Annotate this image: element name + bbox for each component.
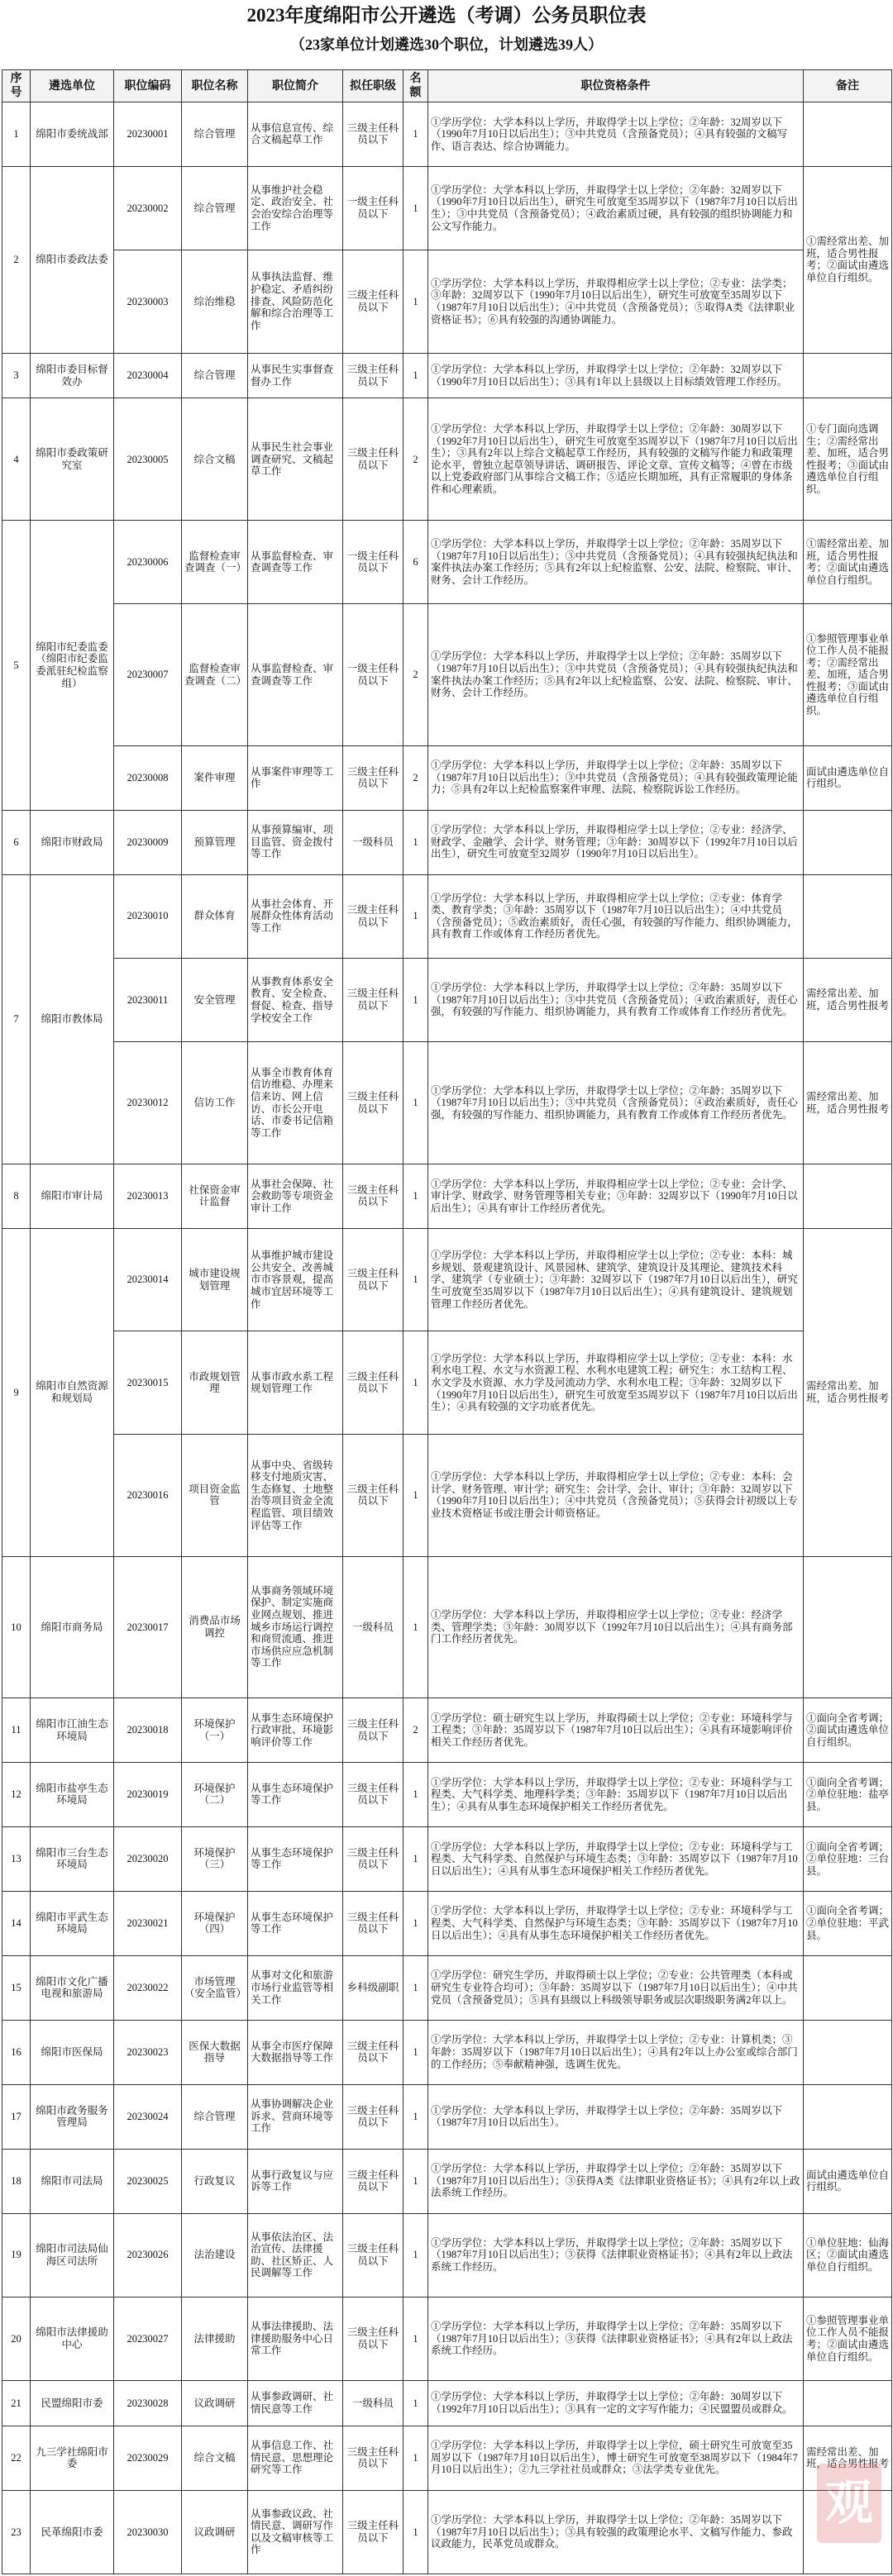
cell-qual: ①学历学位：大学本科以上学历，并取得学士以上学位；②年龄：35周岁以下（1987年7月10日以后出生）；③中共党员（含预备党员）；④政治素质好，责任心强，有较强的写作能力、组织协调能力，具有教育工作或体育工作经历者优先。 bbox=[428, 958, 804, 1041]
cell-unit: 绵阳市江油生态环境局 bbox=[31, 1698, 114, 1763]
cell-note: ①面向全省考调；②单位驻地：盐亭县。 bbox=[804, 1763, 892, 1827]
cell-note: ①需经常出差、加班，适合男性报考；②面试由遴选单位自行组织。 bbox=[804, 166, 892, 353]
cell-name: 市场管理（安全监管） bbox=[182, 1955, 248, 2020]
cell-note: ①参照管理事业单位工作人员不能报考；②面试由遴选单位自行组织。 bbox=[804, 2297, 892, 2380]
cell-unit: 绵阳市平武生态环境局 bbox=[31, 1891, 114, 1955]
cell-intro: 从事全市医疗保障大数据指导等工作 bbox=[248, 2020, 343, 2084]
cell-level: 三级主任科员以下 bbox=[343, 1826, 404, 1891]
cell-note: ①需经常出差、加班，适合男性报考；②面试由遴选单位自行组织。 bbox=[804, 521, 892, 604]
cell-name: 综合管理 bbox=[182, 353, 248, 398]
cell-intro: 从事案件审理等工作 bbox=[248, 745, 343, 810]
cell-unit: 绵阳市委政法委 bbox=[31, 166, 114, 353]
table-row bbox=[2, 1556, 892, 1697]
cell-seq: 2 bbox=[2, 166, 31, 353]
table-row bbox=[2, 1042, 892, 1164]
cell-code: 20230013 bbox=[114, 1164, 182, 1228]
cell-intro: 从事监督检查、审查调查等工作 bbox=[248, 604, 343, 745]
cell-name: 议政调研 bbox=[182, 2490, 248, 2574]
cell-quota: 1 bbox=[404, 1228, 428, 1331]
cell-name: 综合管理 bbox=[182, 102, 248, 167]
cell-level: 三级主任科员以下 bbox=[343, 1042, 404, 1164]
cell-quota: 1 bbox=[404, 874, 428, 958]
cell-unit: 绵阳市财政局 bbox=[31, 810, 114, 874]
cell-unit: 绵阳市自然资源和规划局 bbox=[31, 1228, 114, 1556]
cell-name: 综合管理 bbox=[182, 166, 248, 250]
table-header-row bbox=[2, 70, 892, 102]
cell-quota: 1 bbox=[404, 102, 428, 167]
cell-intro: 从事参政调研、社情民意等工作 bbox=[248, 2381, 343, 2426]
cell-note: ①面向全省考调；②单位驻地：平武县。 bbox=[804, 1891, 892, 1955]
cell-qual: ①学历学位：大学本科以上学历，并取得学士以上学位；②专业：环境科学与工程类、大气科学类、自然保护与环境生态类；③年龄：35周岁以下（1987年7月10日以后出生）；④具有从事生态环境保护相关工作经历者优先。 bbox=[428, 1826, 804, 1891]
cell-code: 20230009 bbox=[114, 810, 182, 874]
table-row bbox=[2, 521, 892, 604]
cell-quota: 1 bbox=[404, 1042, 428, 1164]
table-row bbox=[2, 745, 892, 810]
cell-level: 三级主任科员以下 bbox=[343, 2490, 404, 2574]
cell-intro: 从事执法监督、维护稳定、矛盾纠纷排查、风险防范化解和综合治理等工作 bbox=[248, 250, 343, 354]
column-header-qual: 职位资格条件 bbox=[428, 70, 804, 102]
cell-note: 面试由遴选单位自行组织。 bbox=[804, 2149, 892, 2213]
cell-intro: 从事生态环境保护等工作 bbox=[248, 1891, 343, 1955]
cell-intro: 从事信息工作、社情民意、思想理论研究等工作 bbox=[248, 2426, 343, 2490]
cell-code: 20230023 bbox=[114, 2020, 182, 2084]
positions-table bbox=[2, 69, 892, 2574]
cell-intro: 从事生态环境保护行政审批、环境影响评价等工作 bbox=[248, 1698, 343, 1763]
cell-quota: 1 bbox=[404, 353, 428, 398]
cell-note bbox=[804, 2084, 892, 2149]
cell-level: 乡科级副职 bbox=[343, 1955, 404, 2020]
table-row bbox=[2, 2426, 892, 2490]
cell-code: 20230016 bbox=[114, 1435, 182, 1557]
cell-level: 三级主任科员以下 bbox=[343, 745, 404, 810]
cell-unit: 绵阳市委目标督效办 bbox=[31, 353, 114, 398]
cell-qual: ①学历学位：硕士研究生以上学历，并取得硕士以上学位；②专业：环境科学与工程类；③年龄：35周岁以下（1987年7月10日以后出生）；④具有环境影响评价相关工作经历者优先。 bbox=[428, 1698, 804, 1763]
cell-unit: 绵阳市委统战部 bbox=[31, 102, 114, 167]
cell-code: 20230005 bbox=[114, 398, 182, 521]
cell-quota: 1 bbox=[404, 250, 428, 354]
cell-level: 三级主任科员以下 bbox=[343, 1228, 404, 1331]
cell-note bbox=[804, 1556, 892, 1697]
cell-note: ①面向全省考调；②单位驻地：三台县。 bbox=[804, 1826, 892, 1891]
cell-level: 一级主任科员以下 bbox=[343, 604, 404, 745]
table-row bbox=[2, 1763, 892, 1827]
cell-level: 三级主任科员以下 bbox=[343, 398, 404, 521]
cell-code: 20230025 bbox=[114, 2149, 182, 2213]
table-row bbox=[2, 2381, 892, 2426]
cell-note: 需经常出差、加班，适合男性报考 bbox=[804, 958, 892, 1041]
cell-seq: 7 bbox=[2, 874, 31, 1164]
cell-name: 议政调研 bbox=[182, 2381, 248, 2426]
cell-quota: 1 bbox=[404, 958, 428, 1041]
cell-note bbox=[804, 102, 892, 167]
cell-name: 城市建设规划管理 bbox=[182, 1228, 248, 1331]
cell-code: 20230003 bbox=[114, 250, 182, 354]
cell-code: 20230020 bbox=[114, 1826, 182, 1891]
cell-unit: 绵阳市文化广播电视和旅游局 bbox=[31, 1955, 114, 2020]
cell-intro: 从事市政水系工程规划管理工作 bbox=[248, 1331, 343, 1435]
table-row bbox=[2, 102, 892, 167]
cell-level: 三级主任科员以下 bbox=[343, 102, 404, 167]
cell-qual: ①学历学位：大学本科以上学历，并取得学士以上学位；②年龄：35周岁以下（1987年7月10日以后出生）；③获得《法律职业资格证书》；④具有2年以上政法系统工作经历。 bbox=[428, 2213, 804, 2297]
cell-intro: 从事社会体育、开展群众性体育活动等工作 bbox=[248, 874, 343, 958]
cell-intro: 从事参政议政、社情民意、调研写作以及文稿审核等工作 bbox=[248, 2490, 343, 2574]
cell-level: 三级主任科员以下 bbox=[343, 1891, 404, 1955]
cell-name: 环境保护（二） bbox=[182, 1763, 248, 1827]
column-header-seq: 序号 bbox=[2, 70, 31, 102]
cell-quota: 1 bbox=[404, 1435, 428, 1557]
cell-level: 三级主任科员以下 bbox=[343, 2020, 404, 2084]
cell-name: 安全管理 bbox=[182, 958, 248, 1041]
cell-name: 案件审理 bbox=[182, 745, 248, 810]
cell-qual: ①学历学位：大学本科以上学历，并取得相应学士以上学位；②专业：会计学、审计学、财政学、财务管理等相关专业；③年龄：32周岁以下（1990年7月10日以后出生）；④具有审计工作经历者优先。 bbox=[428, 1164, 804, 1228]
cell-seq: 5 bbox=[2, 521, 31, 810]
cell-name: 监督检查审查调查（一） bbox=[182, 521, 248, 604]
cell-intro: 从事监督检查、审查调查等工作 bbox=[248, 521, 343, 604]
cell-intro: 从事协调解决企业诉求、营商环境等工作 bbox=[248, 2084, 343, 2149]
cell-unit: 绵阳市商务局 bbox=[31, 1556, 114, 1697]
table-row bbox=[2, 604, 892, 745]
cell-seq: 3 bbox=[2, 353, 31, 398]
cell-name: 市政规划管理 bbox=[182, 1331, 248, 1435]
table-row bbox=[2, 353, 892, 398]
column-header-intro: 职位简介 bbox=[248, 70, 343, 102]
cell-level: 三级主任科员以下 bbox=[343, 1435, 404, 1557]
cell-quota: 1 bbox=[404, 2020, 428, 2084]
cell-unit: 九三学社绵阳市委 bbox=[31, 2426, 114, 2490]
cell-level: 一级科员 bbox=[343, 1556, 404, 1697]
cell-seq: 17 bbox=[2, 2084, 31, 2149]
cell-name: 环境保护（一） bbox=[182, 1698, 248, 1763]
cell-intro: 从事预算编审、项目监管、资金拨付等工作 bbox=[248, 810, 343, 874]
cell-qual: ①学历学位：大学本科以上学历，并取得学士以上学位；②年龄：32周岁以下（1990年7月10日以后出生）；③中共党员（含预备党员）；④具有较强的文稿写作、语言表达、综合协调能力。 bbox=[428, 102, 804, 167]
cell-intro: 从事全市教育体育信访维稳、办理来信来访、网上信访、市长公开电话、市委书记信箱等工作 bbox=[248, 1042, 343, 1164]
table-row bbox=[2, 2490, 892, 2574]
cell-quota: 1 bbox=[404, 2084, 428, 2149]
cell-seq: 13 bbox=[2, 1826, 31, 1891]
column-header-quota: 名额 bbox=[404, 70, 428, 102]
cell-qual: ①学历学位：大学本科以上学历，并取得学士以上学位；②年龄：32周岁以下（1990年7月10日以后出生），研究生可放宽至35周岁以下（1987年7月10日以后出生）；③中共党员（含预备党员）；④政治素质过硬，具有较强的组织协调能力和公文写作能力。 bbox=[428, 166, 804, 250]
cell-unit: 绵阳市司法局仙海区司法所 bbox=[31, 2213, 114, 2297]
cell-intro: 从事中央、省级转移支付地质灾害、生态修复、土地整治等项目资金全流程监管、项目绩效评估等工作 bbox=[248, 1435, 343, 1557]
cell-intro: 从事生态环境保护等工作 bbox=[248, 1826, 343, 1891]
cell-code: 20230001 bbox=[114, 102, 182, 167]
cell-qual: ①学历学位：大学本科以上学历，并取得学士以上学位；②年龄：30周岁以下（1992年7月10日以后出生）；③具有一定的文字写作能力；④民盟盟员或群众。 bbox=[428, 2381, 804, 2426]
cell-code: 20230018 bbox=[114, 1698, 182, 1763]
cell-note: 需经常出差、加班，适合男性报考 bbox=[804, 1228, 892, 1556]
table-body bbox=[2, 102, 892, 2574]
cell-seq: 23 bbox=[2, 2490, 31, 2574]
cell-note: 需经常出差、加班，适合男性报考 bbox=[804, 2426, 892, 2490]
cell-unit: 绵阳市教体局 bbox=[31, 874, 114, 1164]
cell-level: 一级主任科员以下 bbox=[343, 521, 404, 604]
cell-quota: 1 bbox=[404, 2426, 428, 2490]
cell-code: 20230027 bbox=[114, 2297, 182, 2380]
cell-seq: 15 bbox=[2, 1955, 31, 2020]
cell-seq: 18 bbox=[2, 2149, 31, 2213]
cell-intro: 从事对文化和旅游市场行业监管等相关工作 bbox=[248, 1955, 343, 2020]
cell-quota: 1 bbox=[404, 2297, 428, 2380]
cell-name: 综合管理 bbox=[182, 2084, 248, 2149]
cell-quota: 1 bbox=[404, 2381, 428, 2426]
cell-seq: 9 bbox=[2, 1228, 31, 1556]
cell-intro: 从事行政复议与应诉等工作 bbox=[248, 2149, 343, 2213]
cell-quota: 2 bbox=[404, 398, 428, 521]
cell-seq: 16 bbox=[2, 2020, 31, 2084]
cell-quota: 1 bbox=[404, 2149, 428, 2213]
table-row bbox=[2, 1228, 892, 1331]
cell-quota: 1 bbox=[404, 2213, 428, 2297]
cell-code: 20230008 bbox=[114, 745, 182, 810]
cell-seq: 20 bbox=[2, 2297, 31, 2380]
table-row bbox=[2, 1164, 892, 1228]
table-row bbox=[2, 2149, 892, 2213]
cell-intro: 从事生态环境保护等工作 bbox=[248, 1763, 343, 1827]
cell-qual: ①学历学位：大学本科以上学历，并取得相应学士以上学位；②专业：经济学类、管理学类；③年龄：30周岁以下（1992年7月10日以后出生）；④具有商务部门工作经历者优先。 bbox=[428, 1556, 804, 1697]
cell-code: 20230007 bbox=[114, 604, 182, 745]
table-row bbox=[2, 398, 892, 521]
cell-name: 项目资金监管 bbox=[182, 1435, 248, 1557]
cell-qual: ①学历学位：大学本科以上学历，并取得相应学士以上学位；②专业：本科：城乡规划、景观建筑设计、风景园林、建筑学、建筑设计及其理论、建筑技术科学、建筑学（专业硕士）；③年龄：32周岁以下（1987年7月10日以后出生），研究生可放宽至35周岁以下（1987年7月10日以后出生）；④具有建筑设计、建筑规划管理工作经历者优先。 bbox=[428, 1228, 804, 1331]
cell-intro: 从事社会保障、社会救助等专项资金审计工作 bbox=[248, 1164, 343, 1228]
cell-intro: 从事法律援助、法律援助服务中心日常工作 bbox=[248, 2297, 343, 2380]
cell-name: 监督检查审查调查（二） bbox=[182, 604, 248, 745]
cell-quota: 1 bbox=[404, 2490, 428, 2574]
cell-unit: 绵阳市三台生态环境局 bbox=[31, 1826, 114, 1891]
column-header-code: 职位编码 bbox=[114, 70, 182, 102]
cell-level: 三级主任科员以下 bbox=[343, 1164, 404, 1228]
cell-note: ①单位驻地：仙海区；②面试由遴选单位自行组织。 bbox=[804, 2213, 892, 2297]
cell-seq: 10 bbox=[2, 1556, 31, 1697]
cell-intro: 从事维护社会稳定、政治安全、社会治安综合治理等工作 bbox=[248, 166, 343, 250]
cell-qual: ①学历学位：研究生学历，并取得硕士以上学位；②专业：公共管理类（本科或研究生专业符合均可）；③年龄：35周岁以下（1987年7月10日以后出生）；④中共党员（含预备党员）；⑤具有县级以上科级领导职务或层次职级职务满2年以上。 bbox=[428, 1955, 804, 2020]
cell-name: 行政复议 bbox=[182, 2149, 248, 2213]
cell-level: 三级主任科员以下 bbox=[343, 958, 404, 1041]
table-row bbox=[2, 1698, 892, 1763]
cell-qual: ①学历学位：大学本科以上学历，并取得学士以上学位；②年龄：35周岁以下（1987年7月10日以后出生）；③具有较强的政策理论水平、文稿写作能力、参政议政能力，民革党员或群众。 bbox=[428, 2490, 804, 2574]
cell-qual: ①学历学位：大学本科以上学历，并取得学士以上学位；②专业：环境科学与工程类、大气科学类、自然保护与环境生态类；③年龄：35周岁以下（1987年7月10日以后出生）；④具有从事生态环境保护相关工作经历者优先。 bbox=[428, 1891, 804, 1955]
cell-name: 信访工作 bbox=[182, 1042, 248, 1164]
cell-seq: 21 bbox=[2, 2381, 31, 2426]
cell-intro: 从事民生实事督查督办工作 bbox=[248, 353, 343, 398]
cell-qual: ①学历学位：大学本科以上学历，并取得相应学士以上学位；②专业：经济学、财政学、金融学、会计学、财务管理；③年龄：30周岁以下（1992年7月10日以后出生），研究生可放宽至32周岁（1990年7月10日以后出生）。 bbox=[428, 810, 804, 874]
cell-qual: ①学历学位：大学本科以上学历，并取得学士以上学位；②年龄：35周岁以下（1987年7月10日以后出生）。 bbox=[428, 2084, 804, 2149]
cell-quota: 1 bbox=[404, 1826, 428, 1891]
cell-code: 20230024 bbox=[114, 2084, 182, 2149]
cell-code: 20230011 bbox=[114, 958, 182, 1041]
table-row bbox=[2, 1331, 892, 1435]
cell-quota: 1 bbox=[404, 1955, 428, 2020]
cell-note bbox=[804, 810, 892, 874]
cell-qual: ①学历学位：大学本科以上学历，并取得学士以上学位；②年龄：30周岁以下（1992年7月10日以后出生），研究生可放宽至35周岁以下（1987年7月10日以后出生）；③具有2年以上综合文稿起草工作经历，具有较强的文稿写作能力和政策理论水平，曾独立起草领导讲话、调研报告、评论文章、宣传文稿等；④曾在市级以上党委政府部门从事综合文稿工作；⑤适应长期加班，具有正常履职的身体条件和心理素质。 bbox=[428, 398, 804, 521]
cell-quota: 2 bbox=[404, 745, 428, 810]
table-row bbox=[2, 810, 892, 874]
cell-level: 三级主任科员以下 bbox=[343, 1763, 404, 1827]
cell-unit: 绵阳市司法局 bbox=[31, 2149, 114, 2213]
cell-unit: 绵阳市法律援助中心 bbox=[31, 2297, 114, 2380]
cell-quota: 1 bbox=[404, 1891, 428, 1955]
cell-name: 社保资金审计监督 bbox=[182, 1164, 248, 1228]
cell-quota: 2 bbox=[404, 604, 428, 745]
cell-quota: 6 bbox=[404, 521, 428, 604]
cell-code: 20230015 bbox=[114, 1331, 182, 1435]
cell-level: 三级主任科员以下 bbox=[343, 353, 404, 398]
cell-code: 20230017 bbox=[114, 1556, 182, 1697]
cell-seq: 8 bbox=[2, 1164, 31, 1228]
cell-name: 综合文稿 bbox=[182, 398, 248, 521]
cell-qual: ①学历学位：大学本科以上学历，并取得学士以上学位；②年龄：35周岁以下（1987年7月10日以后出生）；③中共党员（含预备党员）；④政治素质好，责任心强，有较强的写作能力、组织协调能力，具有教育工作或体育工作经历者优先。 bbox=[428, 1042, 804, 1164]
cell-code: 20230022 bbox=[114, 1955, 182, 2020]
cell-seq: 14 bbox=[2, 1891, 31, 1955]
cell-qual: ①学历学位：大学本科以上学历，并取得相应学士以上学位；②专业：体育学类、教育学类；③年龄：35周岁以下（1987年7月10日以后出生）；④中共党员（含预备党员）；⑤政治素质好，责任心强，有较强的写作能力、组织协调能力，具有教育工作或体育工作经历者优先。 bbox=[428, 874, 804, 958]
cell-level: 三级主任科员以下 bbox=[343, 1331, 404, 1435]
cell-unit: 绵阳市纪委监委（绵阳市纪委监委派驻纪检监察组） bbox=[31, 521, 114, 810]
cell-seq: 11 bbox=[2, 1698, 31, 1763]
cell-qual: ①学历学位：大学本科以上学历，并取得学士以上学位；②专业：计算机类；③年龄：35周岁以下（1987年7月10日以后出生）；④具有2年以上办公室或综合部门的工作经历；⑤奉献精神强，选调生优先。 bbox=[428, 2020, 804, 2084]
cell-level: 三级主任科员以下 bbox=[343, 2084, 404, 2149]
cell-level: 三级主任科员以下 bbox=[343, 250, 404, 354]
cell-level: 三级主任科员以下 bbox=[343, 1698, 404, 1763]
cell-unit: 绵阳市政务服务管理局 bbox=[31, 2084, 114, 2149]
cell-seq: 1 bbox=[2, 102, 31, 167]
cell-code: 20230004 bbox=[114, 353, 182, 398]
table-row bbox=[2, 2020, 892, 2084]
cell-note bbox=[804, 1164, 892, 1228]
cell-intro: 从事维护城市建设公共安全、改善城市市容景观，提高城市宜居环境等工作 bbox=[248, 1228, 343, 1331]
cell-code: 20230006 bbox=[114, 521, 182, 604]
cell-code: 20230002 bbox=[114, 166, 182, 250]
column-header-level: 拟任职级 bbox=[343, 70, 404, 102]
cell-qual: ①学历学位：大学本科以上学历，并取得学士以上学位；②年龄：35周岁以下（1987年7月10日以后出生）；③中共党员（含预备党员）；④具有较强执纪执法和案件执法办案工作经历；⑤具有2年以上纪检监察、公安、法院、检察院、审计、财务、会计工作经历。 bbox=[428, 604, 804, 745]
cell-name: 法治建设 bbox=[182, 2213, 248, 2297]
cell-name: 医保大数据指导 bbox=[182, 2020, 248, 2084]
table-row bbox=[2, 166, 892, 250]
cell-qual: ①学历学位：大学本科以上学历，并取得学士以上学位；②年龄：32周岁以下（1990年7月10日以后出生）；③具有1年以上县级以上目标绩效管理工作经历。 bbox=[428, 353, 804, 398]
cell-qual: ①学历学位：大学本科以上学历，并取得相应学士以上学位；②专业：法学类；③年龄：32周岁以下（1990年7月10日以后出生），研究生可放宽至35周岁以下（1987年7月10日以后出生）；④中共党员（含预备党员）；⑤取得A类《法律职业资格证书》；⑥具有较强的沟通协调能力。 bbox=[428, 250, 804, 354]
cell-qual: ①学历学位：大学本科以上学历，并取得学士以上学位；②专业：环境科学与工程类、大气科学类、地理科学类；③年龄：35周岁以下（1987年7月10日以后出生）；④具有从事生态环境保护相关工作经历者优先。 bbox=[428, 1763, 804, 1827]
cell-unit: 绵阳市盐亭生态环境局 bbox=[31, 1763, 114, 1827]
column-header-unit: 遴选单位 bbox=[31, 70, 114, 102]
table-row bbox=[2, 1955, 892, 2020]
cell-qual: ①学历学位：大学本科以上学历，并取得学士以上学位；②年龄：35周岁以下（1987年7月10日以后出生）；③中共党员（含预备党员）；④具有较强执纪执法和案件执法办案工作经历；⑤具有2年以上纪检监察、公安、法院、检察院、审计、财务、会计工作经历。 bbox=[428, 521, 804, 604]
cell-note: 面试由遴选单位自行组织。 bbox=[804, 745, 892, 810]
cell-unit: 民革绵阳市委 bbox=[31, 2490, 114, 2574]
cell-unit: 民盟绵阳市委 bbox=[31, 2381, 114, 2426]
cell-note: ①面向全省考调；②面试由遴选单位自行组织。 bbox=[804, 1698, 892, 1763]
cell-note bbox=[804, 874, 892, 958]
cell-note: ①专门面向选调生；②需经常出差、加班，适合男性报考；③面试由遴选单位自行组织。 bbox=[804, 398, 892, 521]
cell-quota: 1 bbox=[404, 1331, 428, 1435]
table-row bbox=[2, 1435, 892, 1557]
cell-note bbox=[804, 353, 892, 398]
cell-code: 20230028 bbox=[114, 2381, 182, 2426]
table-row bbox=[2, 2297, 892, 2380]
cell-qual: ①学历学位：大学本科以上学历，并取得学士以上学位；②年龄：35周岁以下（1987年7月10日以后出生）；③获得《法律职业资格证书》；④具有2年以上政法系统工作经历。 bbox=[428, 2297, 804, 2380]
cell-code: 20230010 bbox=[114, 874, 182, 958]
cell-name: 环境保护（四） bbox=[182, 1891, 248, 1955]
watermark-logo: 观 bbox=[817, 2464, 881, 2543]
cell-level: 三级主任科员以下 bbox=[343, 2149, 404, 2213]
cell-level: 三级主任科员以下 bbox=[343, 874, 404, 958]
cell-qual: ①学历学位：大学本科以上学历，并取得相应学士以上学位；②专业：本科：水利水电工程、水文与水资源工程、水利水电建筑工程；研究生：水工结构工程、水文学及水资源、水力学及河流动力学、水利水电工程；③年龄：32周岁以下（1990年7月10日以后出生），研究生可放宽至35周岁以下（1987年7月10日以后出生）；④具有较强的文字功底者优先。 bbox=[428, 1331, 804, 1435]
cell-intro: 从事民生社会事业调查研究、文稿起草工作 bbox=[248, 398, 343, 521]
table-row bbox=[2, 250, 892, 354]
cell-level: 一级主任科员以下 bbox=[343, 166, 404, 250]
cell-quota: 1 bbox=[404, 1164, 428, 1228]
cell-seq: 4 bbox=[2, 398, 31, 521]
cell-quota: 1 bbox=[404, 166, 428, 250]
cell-level: 三级主任科员以下 bbox=[343, 2213, 404, 2297]
cell-note: ①参照管理事业单位工作人员不能报考；②需经常出差、加班，适合男性报考；③面试由遴选单位自行组织。 bbox=[804, 604, 892, 745]
cell-seq: 19 bbox=[2, 2213, 31, 2297]
cell-quota: 1 bbox=[404, 1556, 428, 1697]
cell-unit: 绵阳市医保局 bbox=[31, 2020, 114, 2084]
cell-code: 20230012 bbox=[114, 1042, 182, 1164]
cell-qual: ①学历学位：大学本科以上学历，并取得相应学士以上学位；②专业：本科：会计学、财务管理、审计学；研究生：会计学、会计、审计；③年龄：32周岁以下（1990年7月10日以后出生）；④中共党员（含预备党员）；⑤获得会计初级以上专业技术资格证书或注册会计师资格证。 bbox=[428, 1435, 804, 1557]
cell-name: 群众体育 bbox=[182, 874, 248, 958]
column-header-note: 备注 bbox=[804, 70, 892, 102]
cell-qual: ①学历学位：大学本科以上学历，并取得学士以上学位，硕士研究生可放宽至35周岁以下（1987年7月10日以后出生），博士研究生可放宽至38周岁以下（1984年7月10日以后出生）；②九三学社社员或群众；③法学类专业优先。 bbox=[428, 2426, 804, 2490]
table-row bbox=[2, 2084, 892, 2149]
cell-intro: 从事教育体系安全教育、安全检查、督促、检查、指导学校安全工作 bbox=[248, 958, 343, 1041]
cell-seq: 6 bbox=[2, 810, 31, 874]
cell-note bbox=[804, 1955, 892, 2020]
table-row bbox=[2, 958, 892, 1041]
cell-level: 一级科员 bbox=[343, 810, 404, 874]
cell-qual: ①学历学位：大学本科以上学历，并取得学士以上学位；②年龄：35周岁以下（1987年7月10日以后出生）；③获得A类《法律职业资格证书》；④具有2年以上政法系统工作经历。 bbox=[428, 2149, 804, 2213]
cell-quota: 1 bbox=[404, 1763, 428, 1827]
cell-code: 20230026 bbox=[114, 2213, 182, 2297]
table-row bbox=[2, 874, 892, 958]
cell-name: 综治维稳 bbox=[182, 250, 248, 354]
page-title: 2023年度绵阳市公开遴选（考调）公务员职位表 bbox=[246, 5, 647, 26]
column-header-name: 职位名称 bbox=[182, 70, 248, 102]
cell-code: 20230021 bbox=[114, 1891, 182, 1955]
cell-code: 20230019 bbox=[114, 1763, 182, 1827]
cell-code: 20230030 bbox=[114, 2490, 182, 2574]
table-row bbox=[2, 1826, 892, 1891]
cell-level: 一级科员 bbox=[343, 2381, 404, 2426]
cell-name: 消费品市场调控 bbox=[182, 1556, 248, 1697]
cell-quota: 2 bbox=[404, 1698, 428, 1763]
cell-quota: 1 bbox=[404, 810, 428, 874]
table-row bbox=[2, 2213, 892, 2297]
cell-unit: 绵阳市审计局 bbox=[31, 1164, 114, 1228]
cell-name: 预算管理 bbox=[182, 810, 248, 874]
cell-code: 20230014 bbox=[114, 1228, 182, 1331]
cell-qual: ①学历学位：大学本科以上学历，并取得学士以上学位；②年龄：35周岁以下（1987年7月10日以后出生）；③中共党员（含预备党员）；④具有较强政策理论能力；⑤具有2年以上纪检监察案件审理、法院、检察院诉讼工作经历。 bbox=[428, 745, 804, 810]
cell-intro: 从事依法治区、法治宣传、法律援助、社区矫正、人民调解等工作 bbox=[248, 2213, 343, 2297]
page-subtitle: （23家单位计划遴选30个职位，计划遴选39人） bbox=[290, 36, 603, 53]
cell-seq: 22 bbox=[2, 2426, 31, 2490]
cell-level: 三级主任科员以下 bbox=[343, 2426, 404, 2490]
cell-note bbox=[804, 2381, 892, 2426]
cell-code: 20230029 bbox=[114, 2426, 182, 2490]
cell-name: 环境保护（三） bbox=[182, 1826, 248, 1891]
cell-note bbox=[804, 2020, 892, 2084]
cell-name: 综合文稿 bbox=[182, 2426, 248, 2490]
cell-name: 法律援助 bbox=[182, 2297, 248, 2380]
table-row bbox=[2, 1891, 892, 1955]
cell-intro: 从事商务领域环境保护、制定实施商业网点规划、推进城乡市场运行调控和商贸流通、推进市场供应应急机制等工作 bbox=[248, 1556, 343, 1697]
cell-unit: 绵阳市委政策研究室 bbox=[31, 398, 114, 521]
cell-level: 三级主任科员以下 bbox=[343, 2297, 404, 2380]
cell-seq: 12 bbox=[2, 1763, 31, 1827]
cell-intro: 从事信息宣传、综合文稿起草工作 bbox=[248, 102, 343, 167]
cell-note: 需经常出差、加班，适合男性报考 bbox=[804, 1042, 892, 1164]
